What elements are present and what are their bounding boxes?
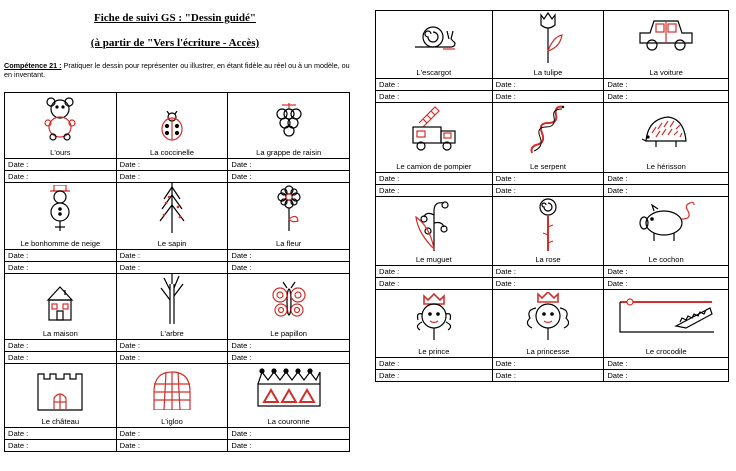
drawing-label: La grappe de raisin [256,148,322,157]
fire-truck-icon [409,105,459,153]
drawing-label: L'escargot [416,68,452,77]
page-title-line1: Fiche de suivi GS : "Dessin guidé" [94,12,256,24]
drawing-cell-prince [376,290,493,358]
drawing-cell-snake [492,103,604,173]
pig-icon [636,199,696,243]
snake-icon [528,103,568,157]
bear-icon [40,95,80,141]
drawing-cell-butterfly [228,274,350,340]
drawing-label: Le château [41,417,80,426]
competence-description: Pratiquer le dessin pour représenter ou illustrer, en étant fidèle au réel ou à un modèle, ou en inventant. [4,61,350,79]
drawing-label: Le muguet [415,255,452,264]
date-field[interactable]: Date : [604,370,729,382]
tulip-icon [533,11,563,63]
date-field[interactable]: Date : [492,370,604,382]
drawing-label: Le sapin [157,239,187,248]
date-field[interactable]: Date : [492,278,604,290]
drawing-label: Le prince [418,347,450,356]
date-field[interactable]: Date : [5,250,117,262]
drawing-cell-castle [5,364,117,428]
page-title-line2: (à partir de "Vers l'écriture - Accès) [90,37,260,49]
date-field[interactable]: Date : [604,173,729,185]
date-field[interactable]: Date : [5,262,117,274]
drawing-label: Le bonhomme de neige [20,239,101,248]
drawing-cell-house [5,274,117,340]
drawing-cell-snail [376,11,493,79]
date-field[interactable]: Date : [116,440,228,452]
date-field[interactable]: Date : [376,266,493,278]
drawing-label: Le hérisson [646,162,686,171]
date-field[interactable]: Date : [116,250,228,262]
drawing-label: Le serpent [530,162,566,171]
date-field[interactable]: Date : [604,266,729,278]
drawing-cell-car [604,11,729,79]
date-field[interactable]: Date : [604,79,729,91]
drawing-label: La couronne [267,417,310,426]
drawing-label: L'arbre [160,329,184,338]
flower-icon [274,185,304,231]
drawing-label: L'ours [50,148,71,157]
competence-label: Compétence 21 : [4,61,62,70]
date-field[interactable]: Date : [492,358,604,370]
date-field[interactable]: Date : [5,428,117,440]
date-field[interactable]: Date : [228,352,350,364]
drawing-cell-igloo [116,364,228,428]
drawing-cell-tree [116,274,228,340]
date-field[interactable]: Date : [376,173,493,185]
crown-icon [254,368,324,408]
drawing-label: La fleur [276,239,302,248]
drawing-cell-hedgehog [604,103,729,173]
date-field[interactable]: Date : [604,91,729,103]
drawing-label: La maison [42,329,78,338]
date-field[interactable]: Date : [376,370,493,382]
house-icon [45,284,75,324]
date-field[interactable]: Date : [376,185,493,197]
snail-icon [411,19,457,51]
date-field[interactable]: Date : [604,185,729,197]
date-field[interactable]: Date : [116,159,228,171]
prince-icon [410,292,458,342]
drawing-label: Le camion de pompier [396,162,472,171]
drawing-label: Le crocodile [645,347,687,356]
date-field[interactable]: Date : [228,440,350,452]
drawing-cell-flower [228,183,350,250]
drawing-cell-tulip [492,11,604,79]
date-field[interactable]: Date : [228,250,350,262]
drawing-label: La voiture [649,68,683,77]
drawing-cell-princess [492,290,604,358]
date-field[interactable]: Date : [116,262,228,274]
date-field[interactable]: Date : [228,428,350,440]
drawing-cell-fir-tree [116,183,228,250]
date-field[interactable]: Date : [116,171,228,183]
drawing-cell-fire-truck [376,103,493,173]
rose-icon [533,197,563,251]
date-field[interactable]: Date : [228,171,350,183]
tree-icon [157,274,187,324]
drawing-cell-crocodile [604,290,729,358]
date-field[interactable]: Date : [5,171,117,183]
date-field[interactable]: Date : [604,358,729,370]
snowman-icon [45,185,75,233]
drawing-cell-ladybug [116,93,228,159]
drawing-cell-snowman [5,183,117,250]
competence-text [4,62,350,79]
date-field[interactable]: Date : [376,79,493,91]
date-field[interactable]: Date : [604,278,729,290]
date-field[interactable]: Date : [228,262,350,274]
princess-icon [522,292,574,342]
drawing-label: L'igloo [161,417,183,426]
drawing-cell-pig [604,197,729,266]
date-field[interactable]: Date : [492,185,604,197]
grapes-icon [274,103,304,137]
drawing-label: Le papillon [270,329,308,338]
date-field[interactable]: Date : [492,173,604,185]
date-field[interactable]: Date : [376,91,493,103]
date-field[interactable]: Date : [116,352,228,364]
date-field[interactable]: Date : [5,340,117,352]
date-field[interactable]: Date : [228,159,350,171]
date-field[interactable]: Date : [5,440,117,452]
left-tracking-grid [4,92,350,452]
drawing-cell-crown [228,364,350,428]
date-field[interactable]: Date : [492,79,604,91]
drawing-cell-rose [492,197,604,266]
date-field[interactable]: Date : [116,428,228,440]
date-field[interactable]: Date : [492,266,604,278]
drawing-label: La coccinelle [150,148,194,157]
drawing-cell-lily-of-the-valley [376,197,493,266]
ladybug-icon [157,111,187,141]
drawing-cell-grapes [228,93,350,159]
drawing-cell-bear [5,93,117,159]
date-field[interactable]: Date : [492,91,604,103]
crocodile-icon [616,294,716,334]
hedgehog-icon [642,113,690,149]
castle-icon [36,370,84,412]
date-field[interactable]: Date : [116,340,228,352]
date-field[interactable]: Date : [376,278,493,290]
date-field[interactable]: Date : [5,352,117,364]
fir-tree-icon [157,183,187,233]
date-field[interactable]: Date : [228,340,350,352]
date-field[interactable]: Date : [376,358,493,370]
drawing-label: La rose [535,255,561,264]
drawing-label: Le cochon [648,255,684,264]
drawing-label: La princesse [526,347,570,356]
drawing-label: La tulipe [533,68,563,77]
car-icon [638,17,694,51]
igloo-icon [152,370,192,410]
date-field[interactable]: Date : [5,159,117,171]
butterfly-icon [271,280,307,320]
right-tracking-grid [375,10,729,382]
lily-of-the-valley-icon [412,197,456,251]
